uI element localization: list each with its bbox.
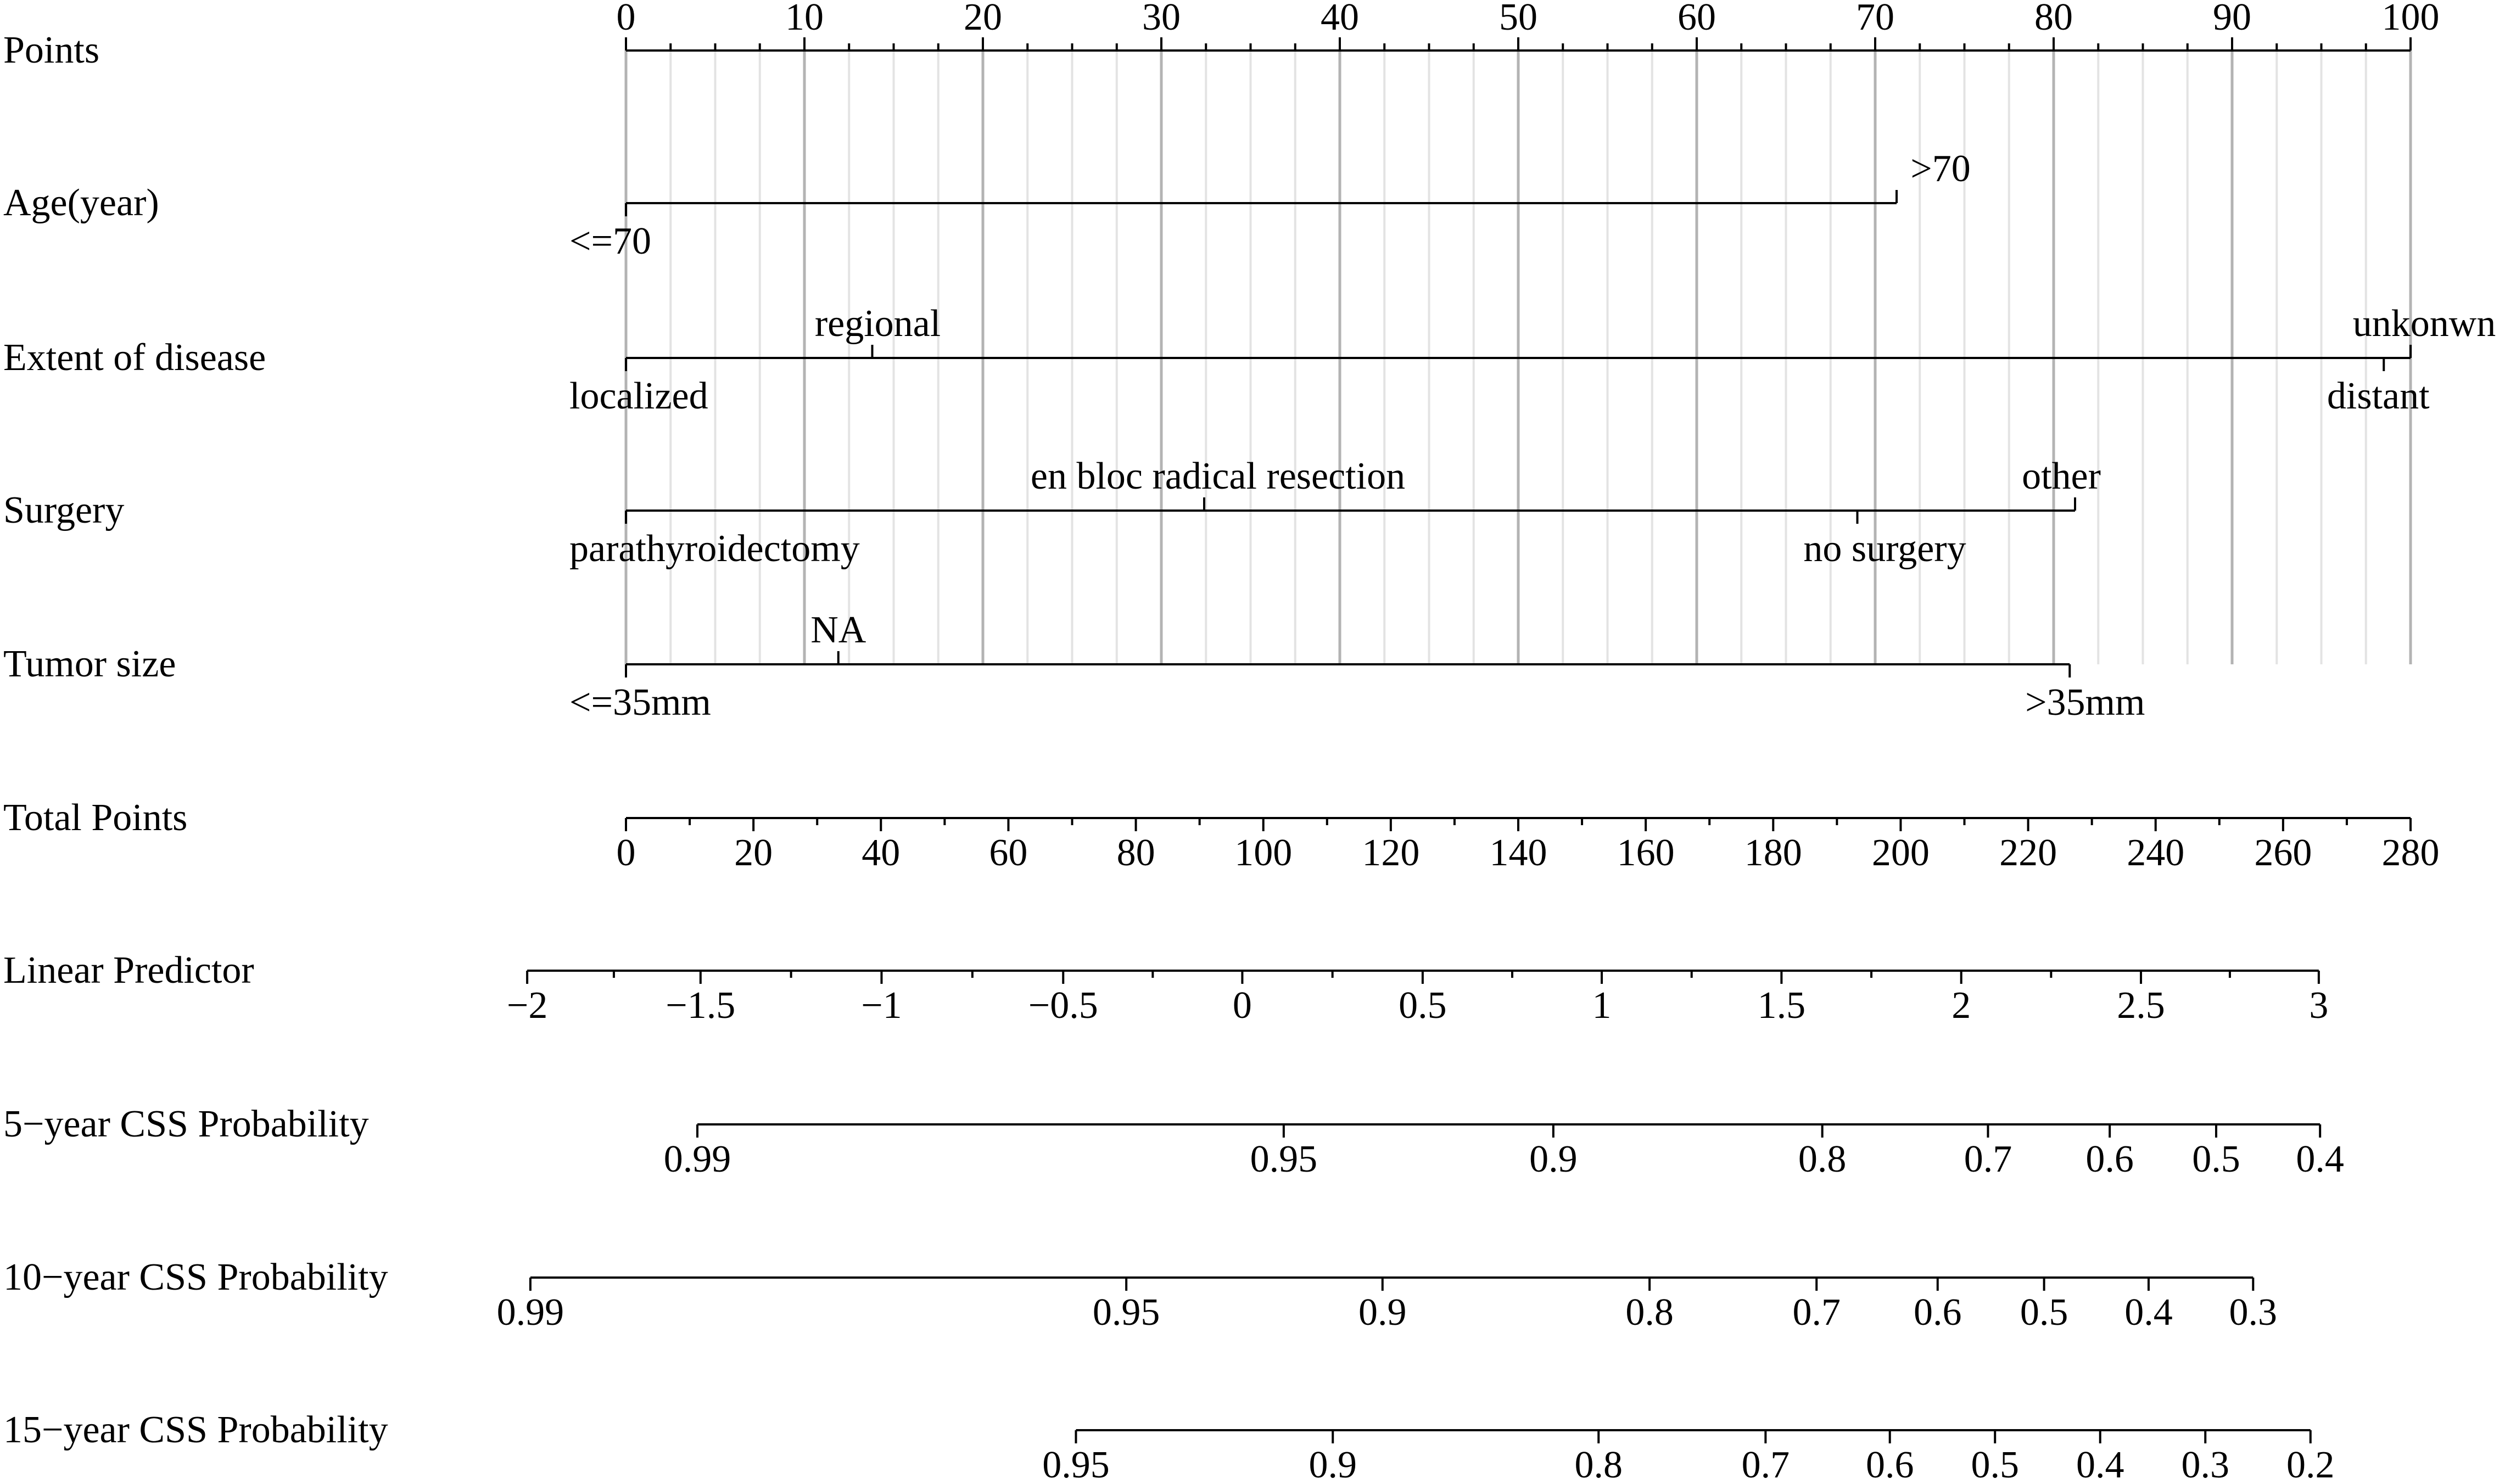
total-points-axis-label: Total Points	[3, 797, 188, 839]
total-points-tick-label: 160	[1617, 832, 1675, 874]
total-points-tick-label: 140	[1489, 832, 1547, 874]
total-points-tick-label: 180	[1744, 832, 1802, 874]
points-tick-label: 80	[2034, 0, 2073, 38]
points-tick-label: 40	[1321, 0, 1359, 38]
prob-15-year-tick-label: 0.6	[1865, 1444, 1914, 1484]
prob-5-year-tick-label: 0.95	[1250, 1138, 1318, 1180]
total-points-tick-label: 100	[1234, 832, 1293, 874]
prob-10-year-tick-label: 0.3	[2229, 1291, 2278, 1334]
extent-of-disease-level-label: localized	[569, 375, 708, 417]
extent-of-disease-level-label: distant	[2327, 375, 2430, 417]
prob-15-year-tick-label: 0.8	[1574, 1444, 1623, 1484]
points-tick-label: 30	[1142, 0, 1181, 38]
total-points-tick-label: 120	[1362, 832, 1420, 874]
prob-15-year-tick-label: 0.9	[1309, 1444, 1357, 1484]
prob-15-year-tick-label: 0.4	[2076, 1444, 2124, 1484]
points-tick-label: 50	[1499, 0, 1537, 38]
points-tick-label: 0	[616, 0, 636, 38]
prob-5-year-label: 5−year CSS Probability	[3, 1103, 369, 1145]
prob-15-year-tick-label: 0.95	[1042, 1444, 1110, 1484]
prob-5-year-tick-label: 0.9	[1529, 1138, 1578, 1180]
total-points-tick-label: 0	[616, 832, 636, 874]
prob-15-year-tick-label: 0.3	[2181, 1444, 2229, 1484]
total-points-tick-label: 80	[1116, 832, 1155, 874]
linear-predictor-tick-label: 1	[1592, 984, 1612, 1027]
points-tick-label: 20	[964, 0, 1002, 38]
surgery-label: Surgery	[3, 489, 125, 531]
tumor-size-level-label: NA	[810, 609, 866, 651]
prob-5-year-tick-label: 0.6	[2085, 1138, 2134, 1180]
extent-of-disease-level-label: regional	[814, 303, 941, 345]
extent-of-disease-level-label: unkonwn	[2352, 303, 2496, 345]
linear-predictor-tick-label: −1	[861, 984, 902, 1027]
prob-15-year-tick-label: 0.7	[1741, 1444, 1790, 1484]
prob-5-year-tick-label: 0.7	[1964, 1138, 2012, 1180]
prob-10-year-tick-label: 0.8	[1625, 1291, 1674, 1334]
linear-predictor-tick-label: 2.5	[2117, 984, 2165, 1027]
prob-15-year-label: 15−year CSS Probability	[3, 1409, 388, 1451]
points-tick-label: 100	[2381, 0, 2440, 38]
prob-15-year-tick-label: 0.2	[2286, 1444, 2335, 1484]
age-year-level-label: <=70	[569, 220, 651, 262]
prob-5-year-tick-label: 0.99	[663, 1138, 731, 1180]
extent-of-disease-label: Extent of disease	[3, 337, 266, 379]
age-year-label: Age(year)	[3, 182, 159, 224]
prob-15-year-tick-label: 0.5	[1971, 1444, 2019, 1484]
prob-5-year-tick-label: 0.4	[2296, 1138, 2344, 1180]
total-points-tick-label: 240	[2127, 832, 2185, 874]
total-points-tick-label: 40	[862, 832, 901, 874]
surgery-level-label: other	[2022, 455, 2101, 497]
surgery-level-label: parathyroidectomy	[569, 528, 860, 570]
points-axis-label: Points	[3, 29, 100, 71]
tumor-size-level-label: <=35mm	[569, 681, 711, 724]
surgery-level-label: no surgery	[1803, 528, 1966, 570]
total-points-tick-label: 200	[1871, 832, 1930, 874]
prob-5-year-tick-label: 0.8	[1798, 1138, 1847, 1180]
linear-predictor-tick-label: 2	[1952, 984, 1971, 1027]
total-points-tick-label: 20	[734, 832, 773, 874]
age-year-level-label: >70	[1910, 148, 1971, 190]
points-tick-label: 90	[2213, 0, 2251, 38]
surgery-level-label: en bloc radical resection	[1030, 455, 1406, 497]
total-points-tick-label: 60	[989, 832, 1028, 874]
prob-10-year-tick-label: 0.4	[2124, 1291, 2173, 1334]
tumor-size-level-label: >35mm	[2025, 681, 2145, 724]
tumor-size-label: Tumor size	[3, 643, 176, 685]
prob-10-year-label: 10−year CSS Probability	[3, 1256, 388, 1298]
points-tick-label: 60	[1678, 0, 1716, 38]
linear-predictor-tick-label: 3	[2309, 984, 2329, 1027]
prob-10-year-tick-label: 0.7	[1792, 1291, 1841, 1334]
linear-predictor-tick-label: −1.5	[666, 984, 736, 1027]
linear-predictor-tick-label: −2	[506, 984, 548, 1027]
total-points-tick-label: 280	[2381, 832, 2440, 874]
prob-10-year-tick-label: 0.9	[1358, 1291, 1407, 1334]
prob-5-year-tick-label: 0.5	[2192, 1138, 2240, 1180]
linear-predictor-label: Linear Predictor	[3, 949, 254, 992]
total-points-tick-label: 220	[1999, 832, 2057, 874]
linear-predictor-tick-label: 0	[1232, 984, 1252, 1027]
linear-predictor-tick-label: −0.5	[1028, 984, 1098, 1027]
points-tick-label: 10	[785, 0, 824, 38]
total-points-tick-label: 260	[2254, 832, 2312, 874]
linear-predictor-tick-label: 0.5	[1399, 984, 1447, 1027]
points-tick-label: 70	[1856, 0, 1894, 38]
prob-10-year-tick-label: 0.99	[496, 1291, 564, 1334]
linear-predictor-tick-label: 1.5	[1757, 984, 1806, 1027]
prob-10-year-tick-label: 0.95	[1092, 1291, 1160, 1334]
prob-10-year-tick-label: 0.6	[1914, 1291, 1962, 1334]
prob-10-year-tick-label: 0.5	[2020, 1291, 2068, 1334]
